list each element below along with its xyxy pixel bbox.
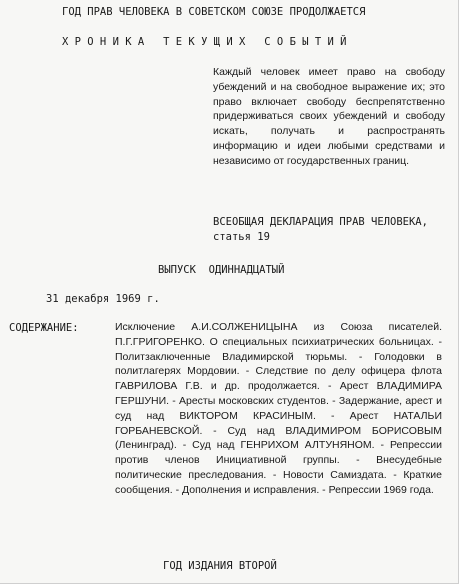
edition-line: ГОД ИЗДАНИЯ ВТОРОЙ: [163, 560, 277, 572]
epigraph-text: Каждый человек имеет право на свободу убеждений и на свободное выражение их; это право включает свободу беспрепятственно придерживаться своих убеждений и свободу искать, получать и распространять информацию и идеи любыми средствами и независимо от государственных границ.: [213, 66, 445, 167]
contents-label: СОДЕРЖАНИЕ:: [9, 322, 79, 334]
epigraph-source-line1: ВСЕОБЩАЯ ДЕКЛАРАЦИЯ ПРАВ ЧЕЛОВЕКА,: [213, 216, 428, 228]
chronicle-title: Х Р О Н И К А Т Е К У Щ И Х С О Б Ы Т И Й: [62, 36, 347, 48]
issue-date: 31 декабря 1969 г.: [46, 293, 160, 305]
issue-title: ВЫПУСК ОДИННАДЦАТЫЙ: [158, 264, 285, 276]
contents-text: Исключение А.И.СОЛЖЕНИЦЫНА из Союза писателей. П.Г.ГРИГОРЕНКО. О специальных психиатрических больницах. - Политзаключенные Владимирской тюрьмы. - Голодовки в политлагерях Мордовии. - Следствие по делу офицера флота ГАВРИЛОВА Г.В. и др. продолжается. - Арест ВЛАДИМИРА ГЕРШУНИ. - Аресты московских студентов. - Задержание, арест и суд над ВИКТОРОМ КРАСИНЫМ. - Арест НАТАЛЬИ ГОРБАНЕВСКОЙ. - Суд над ВЛАДИМИРОМ БОРИСОВЫМ (Ленинград). - Суд над ГЕНРИХОМ АЛТУНЯНОМ. - Репрессии против членов Инициативной группы. - Внесудебные политические преследования. - Новости Самиздата. - Краткие сообщения. - Дополнения и исправления. - Репрессии 1969 года.: [115, 321, 442, 496]
epigraph-source: [213, 215, 453, 245]
epigraph-source-line2: статья 19: [213, 231, 270, 243]
top-title: ГОД ПРАВ ЧЕЛОВЕКА В СОВЕТСКОМ СОЮЗЕ ПРОДОЛЖАЕТСЯ: [62, 6, 366, 18]
